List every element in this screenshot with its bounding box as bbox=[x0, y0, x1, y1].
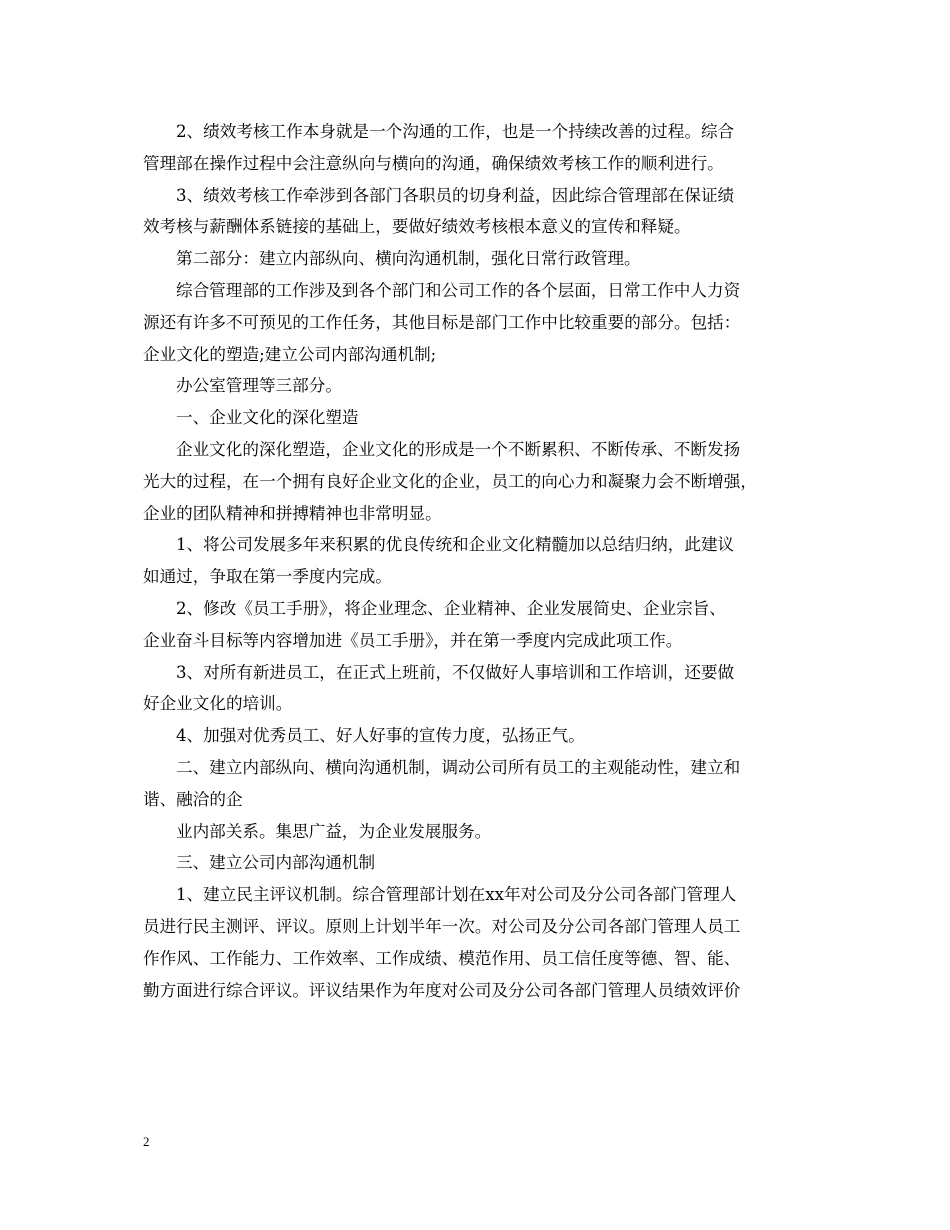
text-line: 三、建立公司内部沟通机制 bbox=[176, 853, 376, 873]
text-line: 业内部关系。集思广益，为企业发展服务。 bbox=[176, 821, 492, 841]
text-line: 一、企业文化的深化塑造 bbox=[176, 408, 359, 428]
text-line: 如通过，争取在第一季度内完成。 bbox=[143, 567, 392, 587]
text-line: 企业奋斗目标等内容增加进《员工手册》，并在第一季度内完成此项工作。 bbox=[143, 630, 683, 650]
text-line: 谐、融洽的企 bbox=[143, 789, 243, 809]
text-line: 光大的过程，在一个拥有良好企业文化的企业，员工的向心力和凝聚力会不断增强， bbox=[143, 471, 757, 491]
text-line: 办公室管理等三部分。 bbox=[176, 376, 342, 396]
document-body bbox=[143, 116, 813, 1006]
page-number: 2 bbox=[143, 1134, 150, 1149]
text-line: 2、修改《员工手册》，将企业理念、企业精神、企业发展简史、企业宗旨、 bbox=[176, 598, 726, 618]
text-line: 第二部分：建立内部纵向、横向沟通机制，强化日常行政管理。 bbox=[176, 249, 641, 269]
text-line: 2、绩效考核工作本身就是一个沟通的工作，也是一个持续改善的过程。综合 bbox=[176, 122, 735, 141]
text-line: 3、绩效考核工作牵涉到各部门各职员的切身利益，因此综合管理部在保证绩 bbox=[176, 185, 735, 205]
text-line: 1、将公司发展多年来积累的优良传统和企业文化精髓加以总结归纳，此建议 bbox=[176, 535, 735, 555]
text-line: 3、对所有新进员工，在正式上班前，不仅做好人事培训和工作培训，还要做 bbox=[176, 662, 735, 682]
text-line: 二、建立内部纵向、横向沟通机制，调动公司所有员工的主观能动性，建立和 bbox=[176, 757, 741, 777]
text-line: 企业文化的塑造;建立公司内部沟通机制; bbox=[143, 344, 437, 364]
text-line: 企业文化的深化塑造，企业文化的形成是一个不断累积、不断传承、不断发扬 bbox=[176, 439, 741, 459]
text-line: 综合管理部的工作涉及到各个部门和公司工作的各个层面，日常工作中人力资 bbox=[176, 280, 741, 300]
text-line: 勤方面进行综合评议。评议结果作为年度对公司及分公司各部门管理人员绩效评价 bbox=[143, 980, 741, 1000]
text-line: 企业的团队精神和拼搏精神也非常明显。 bbox=[143, 503, 442, 523]
text-line: 源还有许多不可预见的工作任务，其他目标是部门工作中比较重要的部分。包括： bbox=[143, 312, 741, 332]
text-line: 作作风、工作能力、工作效率、工作成绩、模范作用、员工信任度等德、智、能、 bbox=[143, 948, 741, 968]
text-line: 管理部在操作过程中会注意纵向与横向的沟通，确保绩效考核工作的顺利进行。 bbox=[143, 153, 724, 173]
text-line: 员进行民主测评、评议。原则上计划半年一次。对公司及分公司各部门管理人员工 bbox=[143, 916, 741, 936]
text-line: 1、建立民主评议机制。综合管理部计划在xx年对公司及分公司各部门管理人 bbox=[176, 885, 737, 905]
text-line: 4、加强对优秀员工、好人好事的宣传力度，弘扬正气。 bbox=[176, 726, 585, 746]
text-line: 好企业文化的培训。 bbox=[143, 694, 293, 714]
text-line: 效考核与薪酬体系链接的基础上，要做好绩效考核根本意义的宣传和释疑。 bbox=[143, 217, 691, 237]
